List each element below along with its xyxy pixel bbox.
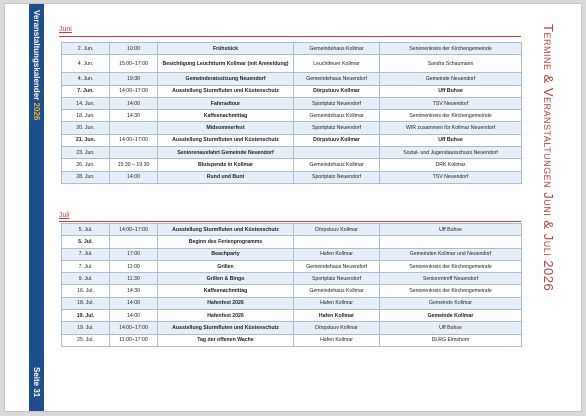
date-cell: 7. Jul.	[62, 260, 110, 272]
location-cell: Sportplatz Neuendorf	[294, 171, 380, 183]
table-row	[62, 171, 522, 183]
event-cell: Rund und Bunt	[158, 171, 294, 183]
event-cell: Grillen	[158, 260, 294, 272]
organizer-cell: Uff Buhse	[380, 134, 522, 146]
month-divider-june	[59, 36, 521, 37]
event-cell: Seniorenausfahrt Gemeinde Neuendorf	[158, 147, 294, 159]
location-cell: Sportplatz Neuendorf	[294, 97, 380, 109]
table-row	[62, 97, 522, 109]
time-cell: 14:00	[110, 297, 158, 309]
event-cell: Ausstellung Sturmfluten und Küstenschutz	[158, 134, 294, 146]
table-row	[62, 310, 522, 322]
event-cell: Besichtigung Leuchtturm Kollmar (mit Anmeldung)	[158, 55, 294, 73]
organizer-cell: DLRG Elmshorn	[380, 334, 522, 346]
date-cell: 26. Jun.	[62, 159, 110, 171]
organizer-cell: Gemeinde Kollmar	[380, 297, 522, 309]
date-cell: 5. Jul.	[62, 236, 110, 248]
date-cell: 4. Jun.	[62, 73, 110, 85]
location-cell: Gemeindehaus Neuendorf	[294, 73, 380, 85]
time-cell: 11:00–17:00	[110, 334, 158, 346]
organizer-cell: Seniorenkreis der Kirchengemeinde	[380, 43, 522, 55]
time-cell: 14:00–17:00	[110, 322, 158, 334]
location-cell: Dörpstuuv Kollmar	[294, 85, 380, 97]
event-cell: Midsommerfest	[158, 122, 294, 134]
date-cell: 19. Jul.	[62, 310, 110, 322]
date-cell: 20. Jun.	[62, 122, 110, 134]
organizer-cell: TSV Neuendorf	[380, 97, 522, 109]
date-cell: 21. Jun.	[62, 134, 110, 146]
time-cell: 11:00	[110, 260, 158, 272]
location-cell: Dörpstuuv Kollmar	[294, 224, 380, 236]
time-cell: 10:00	[110, 43, 158, 55]
date-cell: 14. Jun.	[62, 97, 110, 109]
event-cell: Ausstellung Sturmfluten und Küstenschutz	[158, 322, 294, 334]
date-cell: 9. Jul.	[62, 273, 110, 285]
date-cell: 5. Jul.	[62, 224, 110, 236]
time-cell	[110, 122, 158, 134]
sidebar-title-text: Veranstaltungskalender	[32, 10, 41, 101]
organizer-cell: Gemeinde Neuendorf	[380, 73, 522, 85]
location-cell: Gemeindehaus Kollmar	[294, 110, 380, 122]
time-cell	[110, 147, 158, 159]
location-cell	[294, 147, 380, 159]
organizer-cell: DRK Kollmar	[380, 159, 522, 171]
time-cell: 14:00–17:00	[110, 224, 158, 236]
page-number: Seite 31	[32, 366, 41, 397]
schedule-table-july	[61, 223, 522, 347]
date-cell: 25. Jul.	[62, 334, 110, 346]
time-cell	[110, 236, 158, 248]
table-row	[62, 334, 522, 346]
date-cell: 19. Jul.	[62, 322, 110, 334]
time-cell: 14:00	[110, 310, 158, 322]
table-row	[62, 260, 522, 272]
organizer-cell: Sozial- und Jugendausschuss Neuendorf	[380, 147, 522, 159]
month-label-july: Juli	[59, 212, 70, 219]
table-row	[62, 73, 522, 85]
table-row	[62, 285, 522, 297]
table-row	[62, 236, 522, 248]
table-row	[62, 159, 522, 171]
organizer-cell: Gemeinden Kollmar und Neuendorf	[380, 248, 522, 260]
date-cell: 7. Jul.	[62, 248, 110, 260]
table-row	[62, 55, 522, 73]
time-cell: 17:00	[110, 248, 158, 260]
event-cell: Beachparty	[158, 248, 294, 260]
organizer-cell: WIR zusammen für Kollmar Neuendorf	[380, 122, 522, 134]
event-cell: Grillen & Bingo	[158, 273, 294, 285]
date-cell: 7. Jun.	[62, 85, 110, 97]
location-cell: Gemeindehaus Kollmar	[294, 159, 380, 171]
event-cell: Tag der offenen Wache	[158, 334, 294, 346]
table-row	[62, 322, 522, 334]
time-cell: 15:00–17:00	[110, 55, 158, 73]
table-row	[62, 122, 522, 134]
organizer-cell: Sandra Schaumann	[380, 55, 522, 73]
month-label-june: Juni	[59, 26, 72, 33]
table-row	[62, 43, 522, 55]
sidebar	[29, 4, 44, 411]
date-cell: 23. Jun.	[62, 147, 110, 159]
time-cell: 14:30	[110, 110, 158, 122]
table-row	[62, 297, 522, 309]
calendar-page	[4, 3, 582, 412]
event-cell: Ausstellung Sturmfluten und Küstenschutz	[158, 224, 294, 236]
date-cell: 18. Jun.	[62, 110, 110, 122]
organizer-cell: Uff Buhse	[380, 322, 522, 334]
time-cell: 14:00	[110, 97, 158, 109]
location-cell: Hafen Kollmar	[294, 334, 380, 346]
location-cell: Leuchtfeuer Kollmar	[294, 55, 380, 73]
event-cell: Kaffeenachmittag	[158, 110, 294, 122]
event-cell: Ausstellung Sturmfluten und Küstenschutz	[158, 85, 294, 97]
organizer-cell: Uff Buhse	[380, 85, 522, 97]
event-cell: Kaffeenachmittag	[158, 285, 294, 297]
event-cell: Fahrradtour	[158, 97, 294, 109]
time-cell: 14:00	[110, 171, 158, 183]
location-cell: Dörpstuuv Kollmar	[294, 134, 380, 146]
time-cell: 14:30	[110, 285, 158, 297]
location-cell: Gemeindehaus Kollmar	[294, 43, 380, 55]
sidebar-year: 2026	[32, 102, 41, 121]
event-cell: Hafenfest 2026	[158, 310, 294, 322]
time-cell: 15:30 – 19:30	[110, 159, 158, 171]
organizer-cell: Seniorenkreis der Kirchengemeinde	[380, 285, 522, 297]
date-cell: 18. Jul.	[62, 297, 110, 309]
date-cell: 2. Jun.	[62, 43, 110, 55]
page-heading: Termine & Veranstaltungen Juni & Juli 2026	[541, 24, 556, 292]
schedule-table-june	[61, 42, 522, 184]
organizer-cell: Seniorenkreis der Kirchengemeinde	[380, 260, 522, 272]
table-row	[62, 224, 522, 236]
event-cell: Gemeinderatssitzung Neuendorf	[158, 73, 294, 85]
event-cell: Frühstück	[158, 43, 294, 55]
location-cell: Sportplatz Neuendorf	[294, 273, 380, 285]
table-row	[62, 134, 522, 146]
time-cell: 19:30	[110, 73, 158, 85]
table-row	[62, 110, 522, 122]
month-divider-july	[59, 221, 521, 222]
organizer-cell: Gemeinde Kollmar	[380, 310, 522, 322]
table-row	[62, 85, 522, 97]
organizer-cell	[380, 236, 522, 248]
table-row	[62, 147, 522, 159]
organizer-cell: Seniorentreff Neuendorf	[380, 273, 522, 285]
location-cell	[294, 236, 380, 248]
organizer-cell: Uff Buhse	[380, 224, 522, 236]
location-cell: Hafen Kollmar	[294, 297, 380, 309]
table-row	[62, 273, 522, 285]
location-cell: Hafen Kollmar	[294, 248, 380, 260]
organizer-cell: TSV Neuendorf	[380, 171, 522, 183]
time-cell: 11:30	[110, 273, 158, 285]
event-cell: Beginn des Ferienprogramms	[158, 236, 294, 248]
location-cell: Sportplatz Neuendorf	[294, 122, 380, 134]
sidebar-title	[29, 10, 44, 150]
location-cell: Gemeindehaus Kollmar	[294, 285, 380, 297]
location-cell: Hafen Kollmar	[294, 310, 380, 322]
location-cell: Dörpstuuv Kollmar	[294, 322, 380, 334]
organizer-cell: Seniorenkreis der Kirchengemeinde	[380, 110, 522, 122]
date-cell: 4. Jun.	[62, 55, 110, 73]
table-row	[62, 248, 522, 260]
location-cell: Gemeindehaus Neuendorf	[294, 260, 380, 272]
time-cell: 14:00–17:00	[110, 85, 158, 97]
event-cell: Hafenfest 2026	[158, 297, 294, 309]
date-cell: 16. Jul.	[62, 285, 110, 297]
date-cell: 28. Jun.	[62, 171, 110, 183]
time-cell: 14:00–17:00	[110, 134, 158, 146]
event-cell: Blutspende in Kollmar	[158, 159, 294, 171]
